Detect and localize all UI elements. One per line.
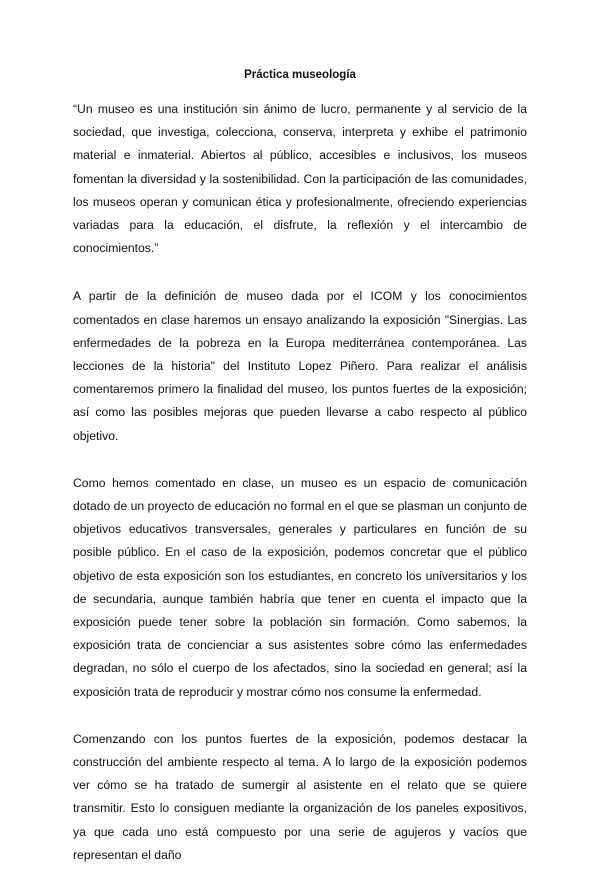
intro-paragraph: A partir de la definición de museo dada por el ICOM y los conocimientos comentados en clase haremos un ensayo analizando la exposición "Sinergias. Las enfermedades de la pobreza en la Europa mediterránea contemporánea. Las lecciones de la historia" del Instituto Lopez Piñero. Para realizar el análisis comentaremos primero la finalidad del museo, los puntos fuertes de la exposición; así como las posibles mejoras que pueden llevarse a cabo respecto al público objetivo. [73, 289, 527, 443]
museum-purpose-paragraph: Como hemos comentado en clase, un museo es un espacio de comunicación dotado de un proyecto de educación no formal en el que se plasman un conjunto de objetivos educativos transversales, generales y particulares en función de su posible público. En el caso de la exposición, podemos concretar que el público objetivo de esta exposición son los estudiantes, en concreto los universitarios y los de secundaria, aunque también habría que tener en cuenta el impacto que la exposición puede tener sobre la población sin formación. Como sabemos, la exposición trata de concienciar a sus asistentes sobre cómo las enfermedades degradan, no sólo el cuerpo de los afectados, sino la sociedad en general; así la exposición trata de reproducir y mostrar cómo nos consume la enfermedad. [73, 475, 527, 699]
strengths-paragraph: Comenzando con los puntos fuertes de la exposición, podemos destacar la construcción del ambiente respecto al tema. A lo largo de la exposición podemos ver cómo se ha tratado de sumergir al asistente en el relato que se quiere transmitir. Esto lo consiguen mediante la organización de los paneles expositivos, ya que cada uno está compuesto por una serie de agujeros y vacíos que representan el daño [73, 731, 527, 862]
document-title: Práctica museología [244, 69, 356, 81]
icom-definition-quote: “Un museo es una institución sin ánimo de lucro, permanente y al servicio de la sociedad, que investiga, colecciona, conserva, interpreta y exhibe el patrimonio material e inmaterial. Abiertos al público, accesibles e inclusivos, los museos fomentan la diversidad y la sostenibilidad. Con la participación de las comunidades, los museos operan y comunican ética y profesionalmente, ofreciendo experiencias variadas para la educación, el disfrute, la reflexión y el intercambio de conocimientos.” [73, 102, 527, 256]
document-content [73, 68, 527, 891]
